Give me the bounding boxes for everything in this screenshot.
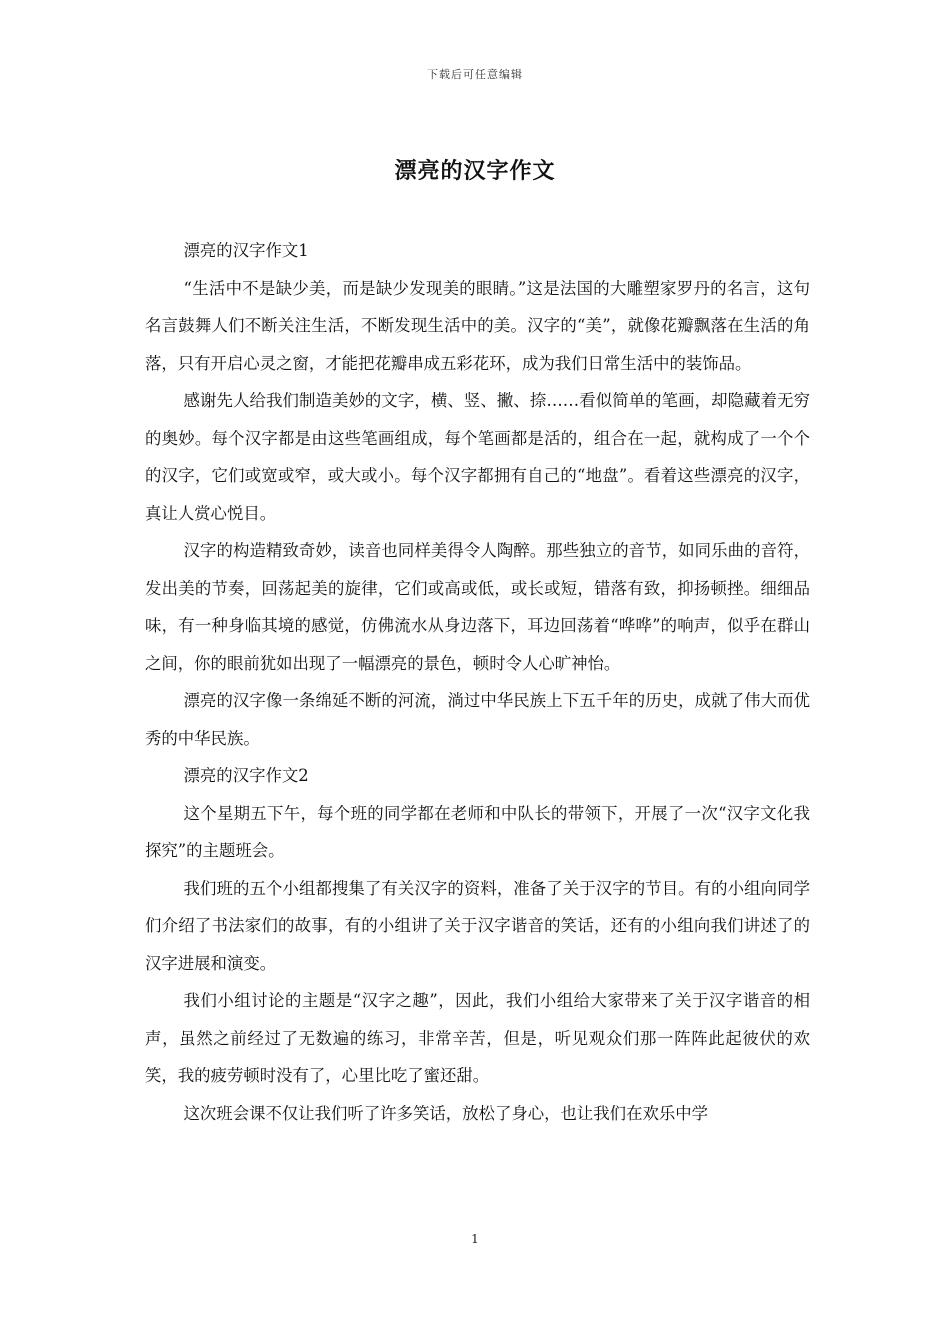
section-heading-2: 漂亮的汉字作文2 xyxy=(183,766,309,785)
document-body xyxy=(145,232,810,1132)
paragraph: 感谢先人给我们制造美妙的文字，横、竖、撇、捺……看似简单的笔画，却隐藏着无穷的奥妙。每个汉字都是由这些笔画组成，每个笔画都是活的，组合在一起，就构成了一个个的汉字，它们或宽或窄，或大或小。每个汉字都拥有自己的“地盘”。看着这些漂亮的汉字，真让人赏心悦目。 xyxy=(145,391,810,523)
page-number: 1 xyxy=(471,1232,479,1246)
paragraph: 汉字的构造精致奇妙，读音也同样美得令人陶醉。那些独立的音节，如同乐曲的音符，发出美的节奏，回荡起美的旋律，它们或高或低，或长或短，错落有致，抑扬顿挫。细细品味，有一种身临其境的感觉，仿佛流水从身边落下，耳边回荡着“哗哗”的响声，似乎在群山之间，你的眼前犹如出现了一幅漂亮的景色，顿时令人心旷神怡。 xyxy=(145,541,810,673)
page-header: 下载后可任意编辑 xyxy=(427,68,523,81)
paragraph: 漂亮的汉字像一条绵延不断的河流，淌过中华民族上下五千年的历史，成就了伟大而优秀的中华民族。 xyxy=(145,691,810,748)
paragraph: 这次班会课不仅让我们听了许多笑话，放松了身心，也让我们在欢乐中学 xyxy=(183,1103,709,1123)
paragraph: 这个星期五下午，每个班的同学都在老师和中队长的带领下，开展了一次“汉字文化我探究”的主题班会。 xyxy=(145,803,810,860)
section-heading-1: 漂亮的汉字作文1 xyxy=(183,241,309,260)
document-title: 漂亮的汉字作文 xyxy=(394,158,556,184)
paragraph: “生活中不是缺少美，而是缺少发现美的眼睛。”这是法国的大雕塑家罗丹的名言，这句名言鼓舞人们不断关注生活，不断发现生活中的美。汉字的“美”，就像花瓣飘落在生活的角落，只有开启心灵之窗，才能把花瓣串成五彩花环，成为我们日常生活中的装饰品。 xyxy=(145,278,810,373)
paragraph: 我们班的五个小组都搜集了有关汉字的资料，准备了关于汉字的节目。有的小组向同学们介绍了书法家们的故事，有的小组讲了关于汉字谐音的笑话，还有的小组向我们讲述了的汉字进展和演变。 xyxy=(145,878,810,973)
paragraph: 我们小组讨论的主题是“汉字之趣”，因此，我们小组给大家带来了关于汉字谐音的相声，虽然之前经过了无数遍的练习，非常辛苦，但是，听见观众们那一阵阵此起彼伏的欢笑，我的疲劳顿时没有了，心里比吃了蜜还甜。 xyxy=(145,991,810,1085)
